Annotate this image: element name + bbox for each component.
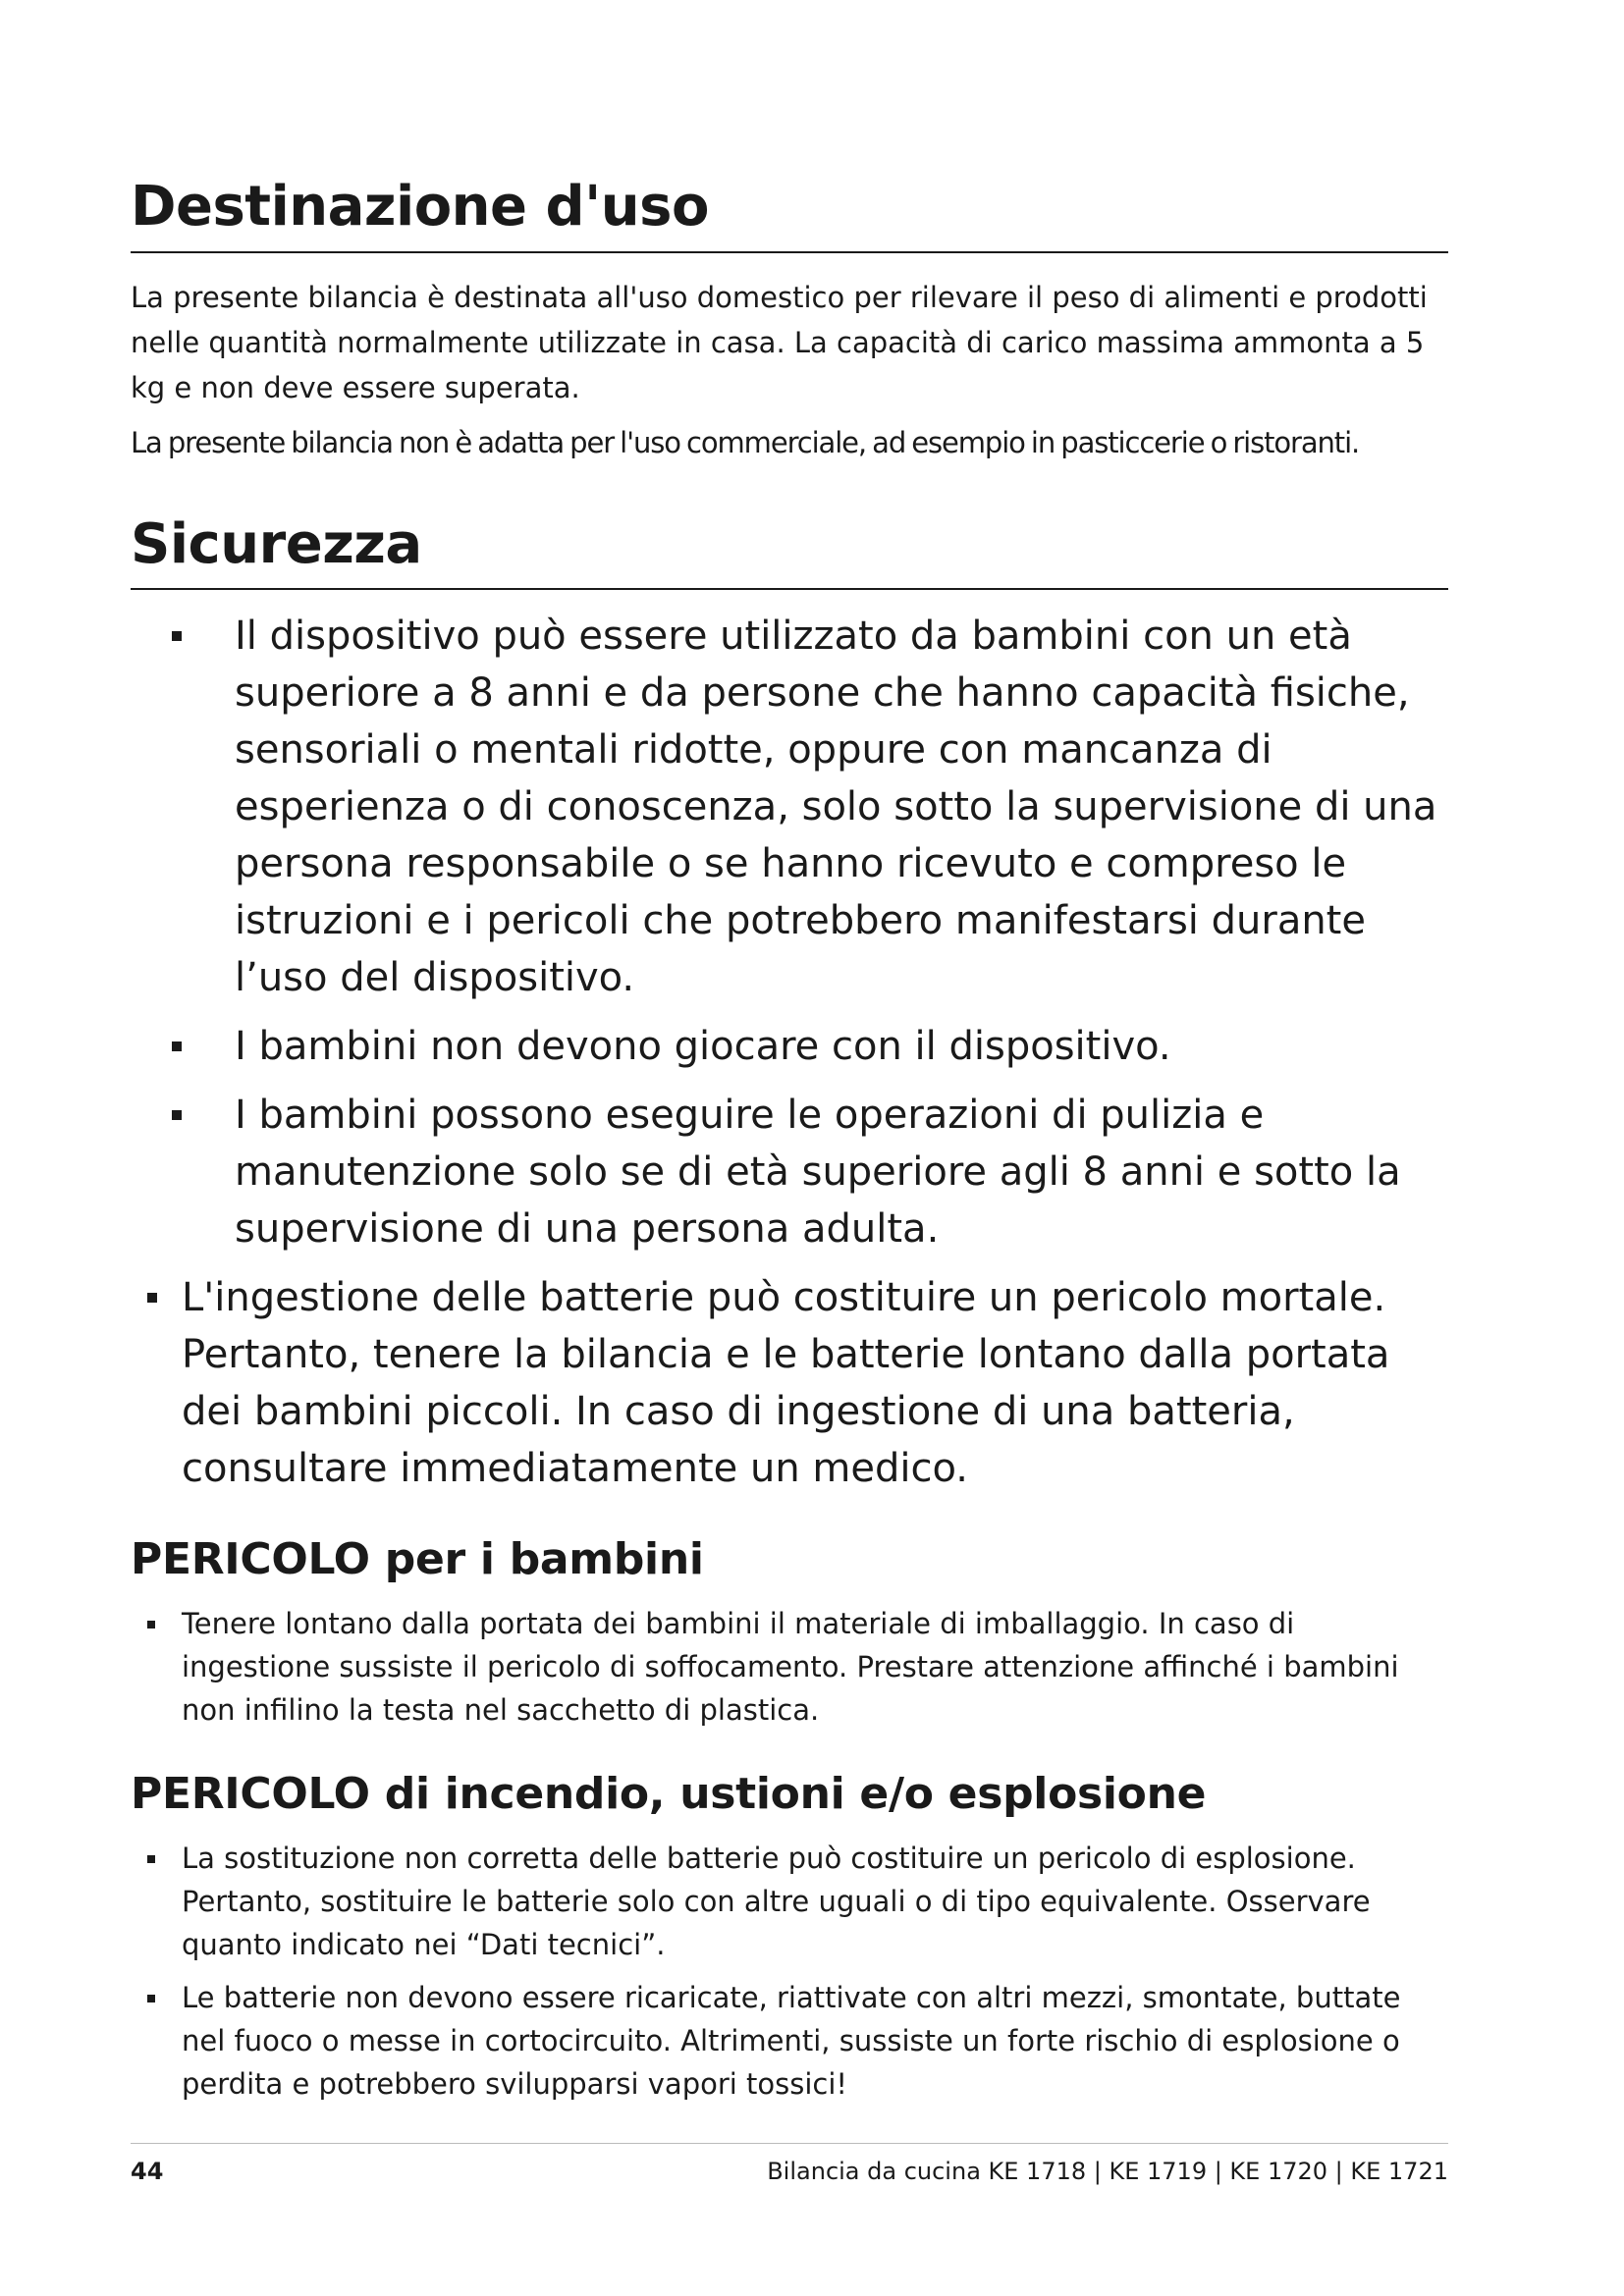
list-item-text: L'ingestione delle batterie può costituire un pericolo mortale. Pertanto, tenere la bilancia e le batterie lontano dalla portata dei bambini piccoli. In caso di ingestione di una batteria, consultare immediatamente un medico. (182, 1275, 1390, 1492)
bullet-icon (147, 1855, 155, 1863)
list-item-text: Il dispositivo può essere utilizzato da bambini con un età superiore a 8 anni e da persone che hanno capacità fisiche, sensoriali o mentali ridotte, oppure con mancanza di esperienza o di conoscenza, solo sotto la supervisione di una persona responsabile o se hanno ricevuto e compreso le istruzioni e i pericoli che potrebbero manifestarsi durante l’uso del dispositivo. (235, 614, 1437, 1001)
bullet-icon (172, 1041, 182, 1051)
heading-safety: Sicurezza (131, 511, 422, 576)
list-item (131, 608, 1448, 1006)
section-danger-fire (131, 1769, 1448, 2106)
list-item (131, 1018, 1448, 1075)
product-name: Bilancia da cucina KE 1718 | KE 1719 | KE 1720 | KE 1721 (767, 2158, 1448, 2185)
heading-danger-children: PERICOLO per i bambini (131, 1534, 704, 1585)
section-danger-children (131, 1534, 1448, 1732)
page-content (131, 177, 1448, 2115)
list-item (131, 1602, 1448, 1732)
section-intended-use (131, 177, 1448, 465)
list-item (131, 1837, 1448, 1966)
bullet-icon (147, 1995, 155, 2002)
intended-use-paragraph-2: La presente bilancia non è adatta per l'uso commerciale, ad esempio in pasticcerie o ristoranti. (131, 425, 1360, 459)
bullet-icon (172, 631, 182, 641)
bullet-icon (147, 1621, 155, 1629)
bullet-icon (172, 1110, 182, 1120)
list-item (131, 1087, 1448, 1257)
bullet-icon (147, 1293, 157, 1303)
safety-list (131, 608, 1448, 1497)
heading-rule (131, 588, 1448, 590)
page-number: 44 (131, 2158, 164, 2185)
heading-intended-use: Destinazione d'uso (131, 175, 709, 239)
intended-use-body (131, 275, 1448, 465)
footer-row (131, 2158, 1448, 2185)
list-item (131, 1976, 1448, 2106)
list-item-text: Tenere lontano dalla portata dei bambini il materiale di imballaggio. In caso di ingestione sussiste il pericolo di soffocamento. Prestare attenzione affinché i bambini non infilino la testa nel sacchetto di plastica. (182, 1607, 1399, 1728)
danger-children-list (131, 1602, 1448, 1732)
list-item-text: I bambini possono eseguire le operazioni di pulizia e manutenzione solo se di età superiore agli 8 anni e sotto la supervisione di una persona adulta. (235, 1093, 1401, 1253)
list-item-text: I bambini non devono giocare con il dispositivo. (235, 1024, 1171, 1070)
footer-rule (131, 2143, 1448, 2144)
list-item-text: Le batterie non devono essere ricaricate, riattivate con altri mezzi, smontate, buttate nel fuoco o messe in cortocircuito. Altrimenti, sussiste un forte rischio di esplosione o perdita e potrebbero svilupparsi vapori tossici! (182, 1981, 1401, 2102)
section-safety (131, 511, 1448, 1498)
heading-danger-fire: PERICOLO di incendio, ustioni e/o esplosione (131, 1769, 1207, 1820)
page-footer (131, 2143, 1448, 2185)
intended-use-paragraph-1: La presente bilancia è destinata all'uso domestico per rilevare il peso di alimenti e prodotti nelle quantità normalmente utilizzate in casa. La capacità di carico massima ammonta a 5 kg e non deve essere superata. (131, 280, 1428, 404)
heading-rule (131, 251, 1448, 253)
list-item (131, 1269, 1448, 1497)
danger-fire-list (131, 1837, 1448, 2106)
list-item-text: La sostituzione non corretta delle batterie può costituire un pericolo di esplosione. Pertanto, sostituire le batterie solo con altre uguali o di tipo equivalente. Osservare quanto indicato nei “Dati tecnici”. (182, 1842, 1371, 1962)
